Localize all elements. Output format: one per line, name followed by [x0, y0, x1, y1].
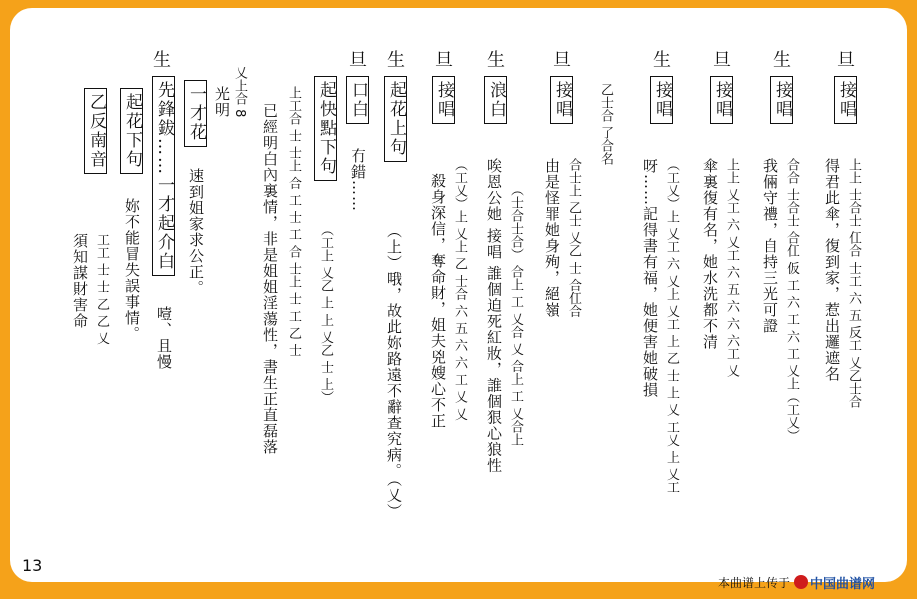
notation-line: 上上 乂工 六 乂工 六 五 六 六 六工 乂	[724, 158, 739, 378]
role-marker: 生	[487, 50, 505, 71]
lyrics-line: 呀……記得書有福，她便害她破損	[641, 158, 659, 398]
notation-line: 合士上 乙士 乂乙 士 合仜合	[566, 158, 581, 318]
section-label: 接唱	[432, 76, 455, 124]
section-label: 接唱	[834, 76, 857, 124]
role-marker: 旦	[553, 50, 571, 71]
notation-line: 合合 士合士 合仜 仮 工 六 工 六 工 乂上（工乂）	[784, 158, 799, 443]
role-marker: 旦	[349, 50, 367, 71]
section-label: 接唱	[550, 76, 573, 124]
score-column-11	[254, 8, 310, 582]
section-label: 起花上句	[384, 76, 407, 162]
lyrics-line: 得君此傘，復到家，惹出邏遮名	[823, 158, 841, 382]
score-column-16	[70, 8, 116, 582]
score-column-9	[342, 8, 378, 582]
lyrics-line: 速到姐家求公正。	[187, 168, 205, 296]
section-label: 起花下句	[120, 88, 143, 174]
lyrics-line: 我倆守禮，自持三光可證	[761, 158, 779, 334]
notation-prefix: 乙士合 了合名	[598, 83, 613, 166]
notation-line: （工乂）上 乂工 六 乂上 乂工 上 乙 士 上 乂 工乂 上 乂工	[664, 158, 679, 494]
notation-line: 乂上合 8	[232, 66, 247, 118]
score-column-13	[182, 8, 210, 582]
notation-line: 上上 士合士 仜合 士工 六 五 反工 乂乙士合	[846, 158, 861, 408]
page-number: 13	[22, 556, 43, 575]
lyrics-line: 冇錯……	[349, 148, 367, 212]
site-logo[interactable]	[794, 573, 875, 592]
lyrics-line: 已經明白內裏情，非是姐姐淫蕩性，書生正直磊落	[261, 103, 279, 455]
notation-line: 工工 士 士 乙 乙 乂	[94, 233, 109, 345]
section-label: 接唱	[650, 76, 673, 124]
score-column-6	[476, 8, 536, 582]
section-label: 浪白	[484, 76, 507, 124]
section-label: 乙反南音	[84, 88, 107, 174]
lyrics-line: 唉恩公她 接唱 誰個迫死紅妝，誰個狠心狼性	[485, 158, 503, 474]
lyrics-line: 噎、且慢	[155, 306, 173, 370]
notation-line: （士合士合） 合上 工 乂合 乂 合上 工 乂合上	[508, 183, 523, 446]
role-marker: 旦	[837, 50, 855, 71]
section-label: 起快點下句	[314, 76, 337, 181]
score-column-1	[816, 8, 876, 582]
score-column-4	[638, 8, 698, 582]
role-marker: 旦	[713, 50, 731, 71]
score-column-15	[116, 8, 148, 582]
lyrics-line: 光明	[213, 86, 231, 118]
notation-line: （工上 乂乙 上 上 乂乙 士 上）	[318, 223, 333, 404]
logo-icon	[794, 575, 808, 589]
lyrics-line: 須知謀財害命	[71, 233, 89, 329]
section-label: 接唱	[710, 76, 733, 124]
role-marker: 生	[653, 50, 671, 71]
lyrics-line: 妳不能冒失誤事情。	[123, 198, 141, 342]
notation-line: （工乂）上 乂上 乙 士合 六 五 六 六 工 乂 乂	[452, 158, 467, 421]
lyrics-line: 由是怪罪她身殉，絕嶺	[543, 158, 561, 318]
section-label: 一才花	[184, 80, 207, 147]
score-column-7	[426, 8, 476, 582]
score-column-3	[698, 8, 756, 582]
score-page	[10, 8, 907, 582]
footer-upload-text: 本曲谱上传于	[718, 575, 791, 590]
role-marker: 生	[773, 50, 791, 71]
section-label: 口白	[346, 76, 369, 124]
score-column-2	[756, 8, 816, 582]
lyrics-line: （上）哦，故此妳路遠不辭查究病。（乂）	[385, 223, 403, 520]
role-marker: 旦	[435, 50, 453, 71]
lyrics-line: 傘裏復有名，她水洗都不清	[701, 158, 719, 350]
section-label: 先鋒鈸……一才起介白	[152, 76, 175, 276]
score-column-8	[378, 8, 426, 582]
role-marker: 生	[153, 50, 171, 71]
notation-line: 上工合 士 士上 合 工 士 工 合 士上 士 工 乙 士	[286, 86, 301, 357]
score-column-10	[310, 8, 342, 582]
section-label: 接唱	[770, 76, 793, 124]
lyrics-line: 殺身深信，奪命財，姐夫兇嫂心不正	[429, 173, 447, 429]
role-marker: 生	[387, 50, 405, 71]
site-name: 中国曲谱网	[810, 575, 876, 591]
score-column-5	[540, 8, 630, 582]
score-column-14	[148, 8, 182, 582]
score-column-12	[210, 8, 254, 582]
footer-watermark	[718, 571, 908, 593]
